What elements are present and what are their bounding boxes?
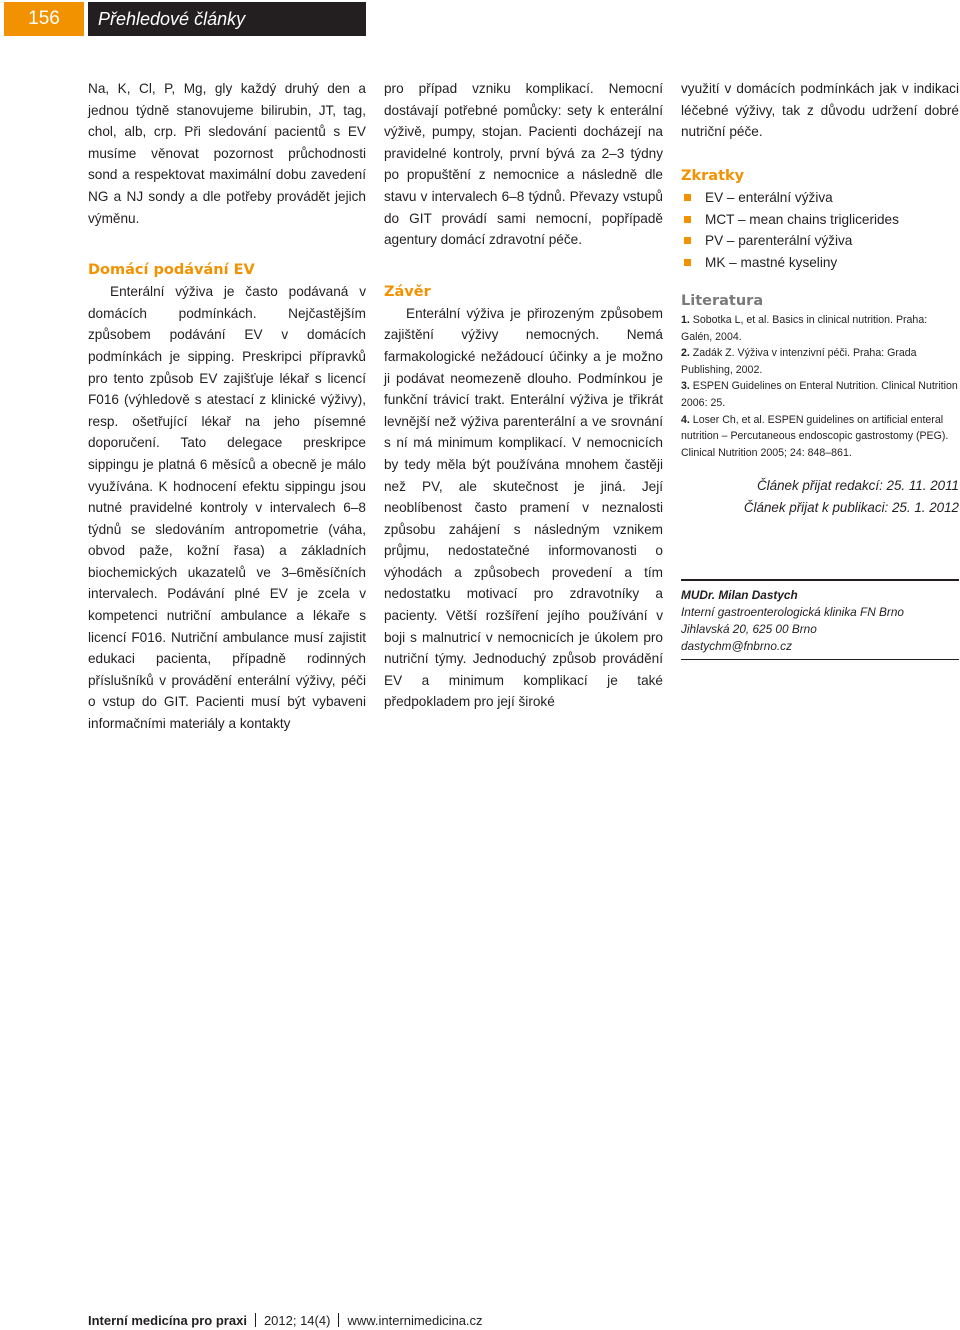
abbreviation-list [681, 187, 959, 274]
heading-abbreviations: Zkratky [681, 167, 745, 184]
col1-body: Enterální výživa je často podávaná v domácích podmínkách. Nejčastějším způsobem podávání EV v domácích podmínkách je sipping. Preskripci přípravků pro tento způsob EV zajišťuje lékař s licencí F016 (výhledově s atestací z klinické výživy), resp. ošetřující lékař na jeho písemné doporučení. Tato delegace preskripce sippingu je platná 6 měsíců a obecně je málo využívána. K hodnocení efektu sippingu jsou nutné pravidelné kontroly v intervalech 6–8 týdnů se sledováním antropometrie (váha, obvod paže, kožní řasa) a základních biochemických ukazatelů ve 3–6měsíčních intervalech. Podávání plné EV je zcela v kompetenci nutriční ambulance a lékaře s licencí F016. Nutriční ambulance musí zajistit edukaci pacienta, případně rodinných příslušníků v provádění enterální výživy, péči o vstup do GIT. Pacienti musí být vybaveni informačními materiály a kontakty [88, 284, 366, 732]
reference-item: 2. Zadák Z. Výživa v intenzivní péči. Praha: Grada Publishing, 2002. [681, 347, 917, 376]
author-box [681, 579, 959, 660]
column-3 [681, 78, 959, 519]
page-header [4, 2, 366, 36]
col2-body: Enterální výživa je přirozeným způsobem zajištění výživy nemocných. Nemá farmakologické nežádoucí účinky a je možno ji podávat neomezeně dlouho. Podmínkou je funkční trávicí trakt. Enterální výživa je třikrát levnější než výživa parenterální a ve srovnání s ní má minimum komplikací. V nemocnicích by tedy měla být používána mnohem častěji než PV, ale skutečnost je jiná. Její neoblíbenost často pramení v neznalosti způsobu zahájení s následným vznikem průjmu, nedostatečné informovanosti o výhodách a způsobech provedení a tím nedostatku motivací pro zdravotníky a pacienty. Větší rozšíření jejího používání v boji s malnutricí v nemocnicích je úkolem pro nutriční týmy. Jednoduchý způsob provádění EV a minimum komplikací je také předpokladem pro její široké [384, 305, 663, 710]
author-email[interactable]: dastychm@fnbrno.cz [681, 639, 792, 653]
author-name: MUDr. Milan Dastych [681, 588, 798, 602]
col3-intro: využití v domácích podmínkách jak v indikaci léčebné výživy, tak z důvodu udržení dobré nutriční péče. [681, 81, 959, 140]
list-item: PV – parenterální výživa [681, 230, 959, 252]
column-2 [384, 78, 663, 713]
author-address: Jihlavská 20, 625 00 Brno [681, 622, 817, 636]
bullet-square-icon [684, 237, 691, 244]
journal-issue: 2012; 14(4) [263, 1313, 331, 1328]
heading-literature: Literatura [681, 292, 764, 309]
accepted-date: Článek přijat k publikaci: 25. 1. 2012 [743, 500, 959, 516]
reference-item: 4. Loser Ch, et al. ESPEN guidelines on artificial enteral nutrition – Percutaneous endoscopic gastrostomy (PEG). Clinical Nutrition 2005; 24: 848–861. [681, 413, 949, 459]
journal-website[interactable]: www.internimedicina.cz [347, 1313, 483, 1328]
page-number: 156 [4, 2, 84, 36]
author-institution: Interní gastroenterologická klinika FN Brno [681, 605, 904, 619]
col1-intro: Na, K, Cl, P, Mg, gly každý druhý den a jednou týdně stanovujeme bilirubin, JT, tag, chol, alb, crp. Při sledování pacientů s EV musíme věnovat pozornost průchodnosti sond a respektovat maximální dobu zavedení NG a NJ sondy a dle potřeby provádět jejich výměnu. [88, 81, 366, 226]
footer-divider [338, 1313, 339, 1327]
journal-name: Interní medicína pro praxi [88, 1313, 247, 1328]
heading-conclusion: Závěr [384, 283, 431, 300]
column-1 [88, 78, 366, 735]
list-item: MK – mastné kyseliny [681, 252, 959, 274]
heading-home-ev: Domácí podávání EV [88, 262, 255, 279]
list-item: EV – enterální výživa [681, 187, 959, 209]
section-title: Přehledové články [88, 2, 366, 36]
col2-intro: pro případ vzniku komplikací. Nemocní dostávají potřebné pomůcky: sety k enterální výživě, pumpy, stojan. Pacienti docházejí na pravidelné kontroly, první bývá za 2–3 týdny po propuštění z nemocnice a následně dle stavu v intervalech 6–8 týdnů. Převazy vstupů do GIT provádí sami nemocní, popřípadě agentury domácí zdravotní péče. [384, 81, 663, 248]
reference-item: 3. ESPEN Guidelines on Enteral Nutrition. Clinical Nutrition 2006: 25. [681, 380, 958, 409]
bullet-square-icon [684, 194, 691, 201]
bullet-square-icon [684, 216, 691, 223]
bullet-square-icon [684, 259, 691, 266]
page-footer [88, 1313, 483, 1328]
received-date: Článek přijat redakcí: 25. 11. 2011 [757, 478, 959, 494]
reference-list [681, 312, 959, 461]
list-item: MCT – mean chains triglicerides [681, 209, 959, 231]
reference-item: 1. Sobotka L, et al. Basics in clinical nutrition. Praha: Galén, 2004. [681, 313, 928, 343]
footer-divider [255, 1313, 256, 1327]
